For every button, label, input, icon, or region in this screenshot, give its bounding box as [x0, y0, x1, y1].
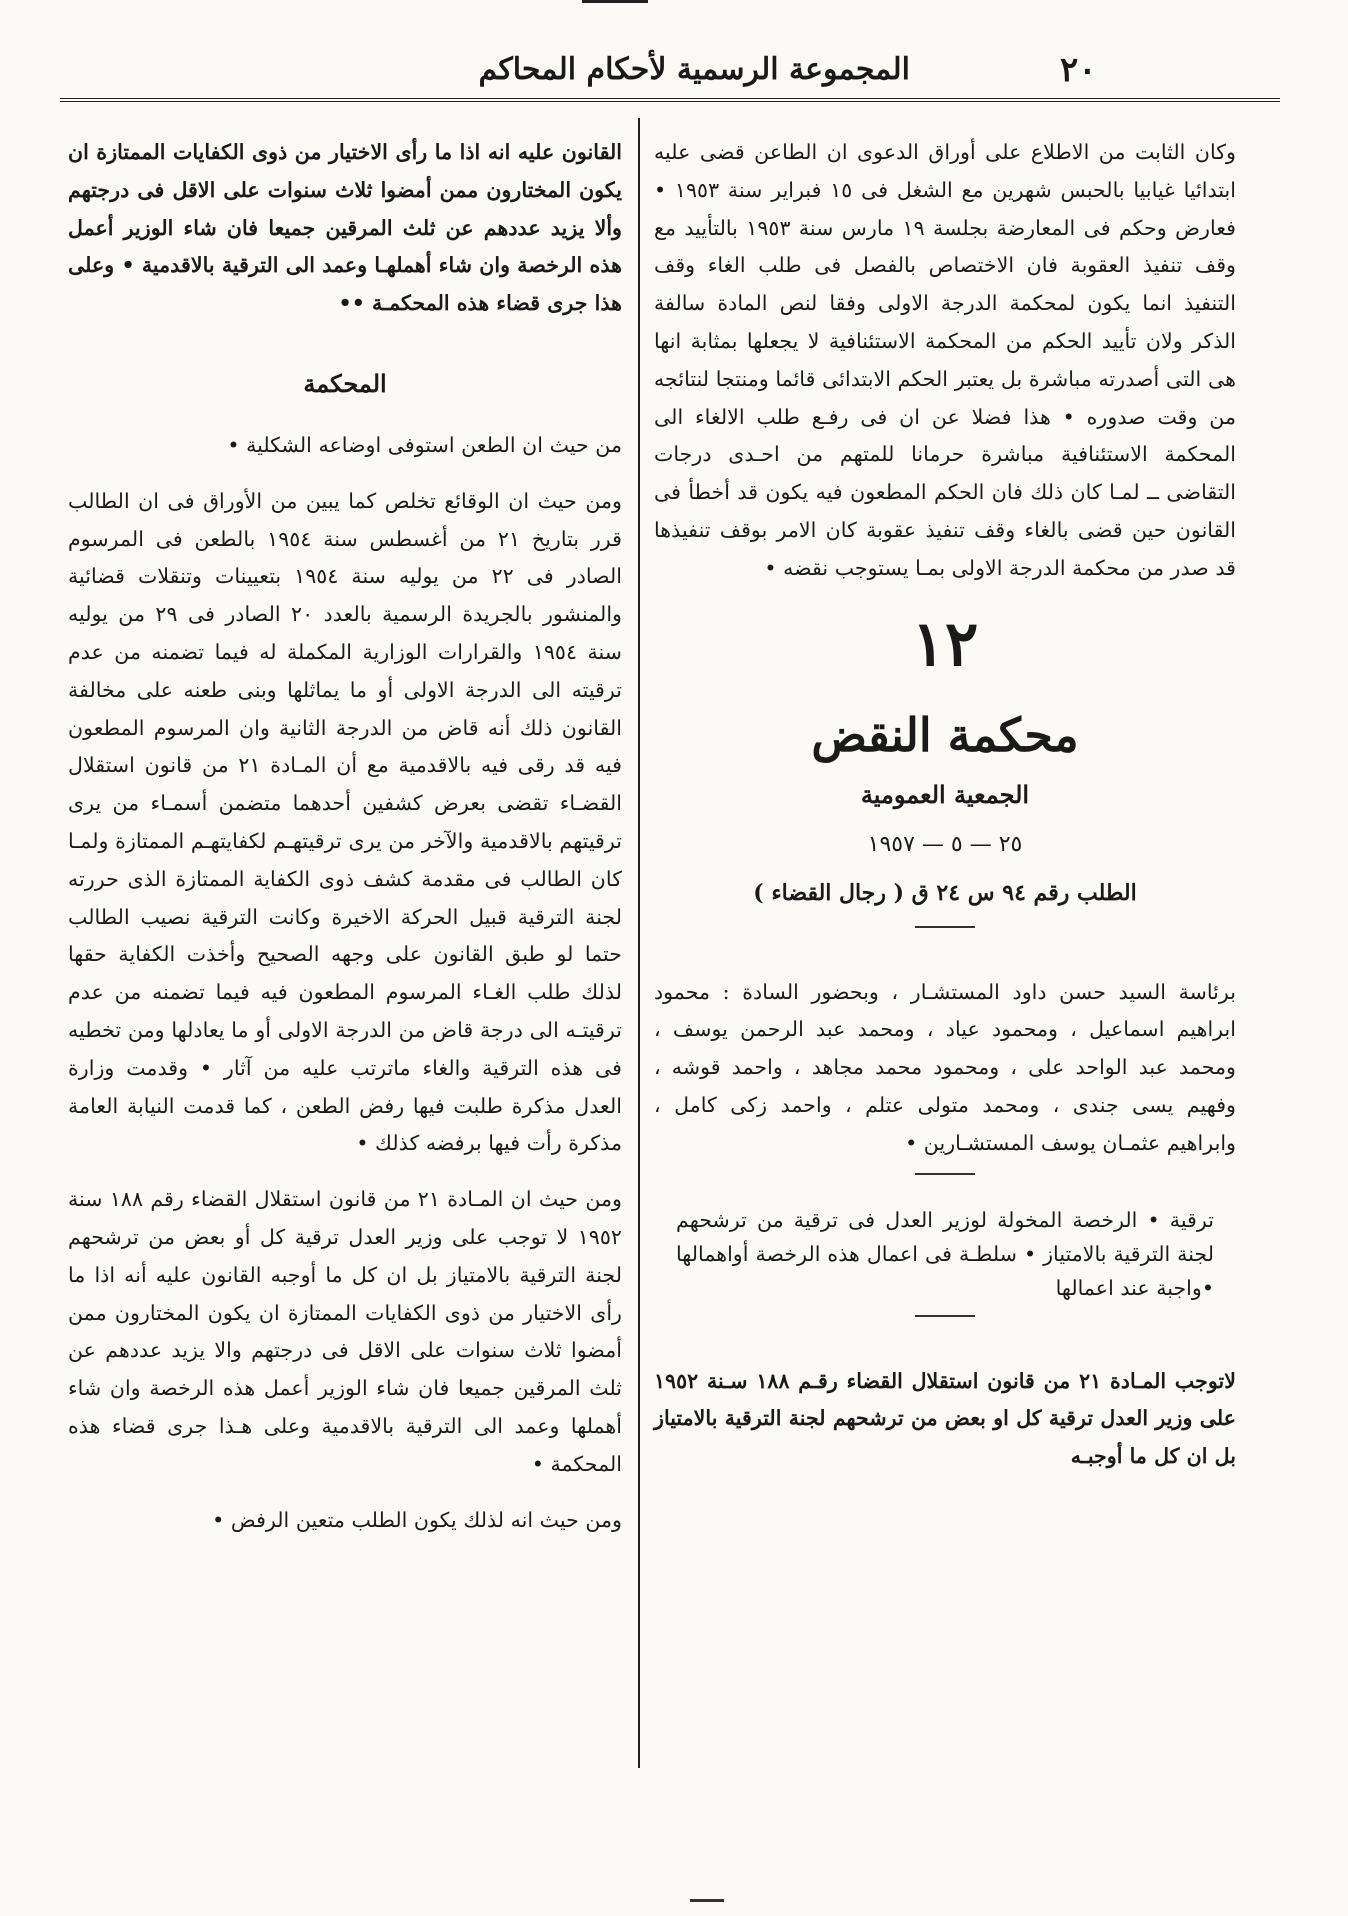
short-rule — [915, 926, 975, 928]
header-rule — [60, 98, 1280, 102]
paragraph-ruling: ومن حيث انه لذلك يكون الطلب متعين الرفض • — [212, 1507, 622, 1532]
previous-case-text: وكان الثابت من الاطلاع على أوراق الدعوى ان الطاعن قضى عليه ابتدائيا غيابيا بالحبس شهرين مع الشغل فى ١٥ فبراير سنة ١٩٥٣ • فعارض وحكم فى المعارضة بجلسة ١٩ مارس سنة ١٩٥٣ بالتأييد مع وقف تنفيذ العقوبة فان الاختصاص بالفصل فى طلب الغاء وقف التنفيذ انما يكون لمحكمة الدرجة الاولى وفقا لنص المادة سالفة الذكر ولان تأييد الحكم من المحكمة الاستئنافية لا يجعلها بمثابة انها هى التى أصدرته مباشرة بل يعتبر الحكم الابتدائى قائما ومنتجا لنتائجه من وقت صدوره • هذا فضلا عن ان فى رفـع طلب الالغاء الى المحكمة الاستئنافية مباشرة حرمانا للمتهم من احـدى درجات التقاضى ــ لمـا كان ذلك فان الحكم المطعون فيه يكون قد أخطأ فى القانون حين قضى بالغاء وقف تنفيذ عقوبة كان الامر بوقف تنفيذها قد صدر من محكمة الدرجة الاولى بمـا يستوجب نقضه • — [654, 140, 1237, 580]
page-header — [60, 48, 1290, 100]
left-column — [68, 134, 622, 1539]
session-name: الجمعية العمومية — [860, 779, 1030, 809]
paragraph-form: من حيث ان الطعن استوفى اوضاعه الشكلية • — [227, 432, 622, 457]
paragraph-reasoning: ومن حيث ان المـادة ٢١ من قانون استقلال القضاء رقم ١٨٨ سنة ١٩٥٢ لا توجب على وزير العدل ترقية كل أو بعض من ترشحهم لجنة الترقية بالامتياز بل ان كل ما أوجبه القانون عليه أنه اذا ما رأى الاختيار من ذوى الكفايات الممتازة ان يكون المختارون ممن أمضوا ثلاث سنوات على الاقل فى درجتهم والا يزيد عددهم عن ثلث المرقين جميعا فان شاء الوزير أعمل هذه الرخصة وان شاء أهملها وعمد الى الترقية بالاقدمية وعلى هـذا جرى قضاء هذه المحكمة • — [68, 1187, 622, 1476]
section-heading: المحكمة — [303, 368, 387, 398]
column-divider — [638, 118, 640, 1768]
page-title: المجموعة الرسمية لأحكام المحاكم — [478, 52, 910, 87]
case-date: ٢٥ — ٥ — ١٩٥٧ — [867, 831, 1023, 857]
request-number: الطلب رقم ٩٤ س ٢٤ ق ( رجال القضاء ) — [753, 879, 1137, 906]
case-summary: ترقية • الرخصة المخولة لوزير العدل فى ترقية من ترشحهم لجنة الترقية بالامتياز • سلطـة فى اعمال هذه الرخصة أواهمالها •واجبة عند اعمالها — [676, 1207, 1214, 1300]
principle-continuation: القانون عليه انه اذا ما رأى الاختيار من ذوى الكفايات الممتازة ان يكون المختارون ممن أمضوا ثلاث سنوات على الاقل فى درجتهم وألا يزيد عددهم عن ثلث المرقين جميعا فان شاء الوزير أعمل هذه الرخصة وان شاء أهملهـا وعمد الى الترقية بالاقدمية • وعلى هذا جرى قضاء هذه المحكمـة •• — [68, 140, 622, 316]
page-number: ٢٠ — [1060, 50, 1097, 90]
case-number: ١٢ — [911, 606, 979, 680]
right-column — [654, 134, 1236, 1476]
top-edge-mark — [582, 0, 648, 3]
paragraph-facts: ومن حيث ان الوقائع تخلص كما يبين من الأوراق فى ان الطالب قرر بتاريخ ٢١ من أغسطس سنة ١٩٥٤ بالطعن فى المرسوم الصادر فى ٢٢ من يوليه سنة ١٩٥٤ بتعيينات وتنقلات قضائية والمنشور بالجريدة الرسمية بالعدد ٢٠ الصادر فى ٢٩ من يوليه سنة ١٩٥٤ والقرارات الوزارية المكملة له فيما تضمنه من عدم ترقيته الى الدرجة الاولى أو ما يماثلها وبنى طعنه على مخالفة القانون ذلك أنه قاض من الدرجة الثانية وان المرسوم المطعون فيه قد رقى فيه بالاقدمية مع أن المـادة ٢١ من قانون استقلال القضـاء تقضى بعرض كشفين أحدهما متضمن أسمـاء من يرى ترقيتهم بالاقدمية والآخر من يرى ترقيتهـم لكفايتهـم الممتازة ولمـا كان الطالب فى مقدمة كشف ذوى الكفاية الممتازة الذى حررته لجنة الترقية قبيل الحركة الاخيرة وكانت الترقية نصيب الطالب حتما لو طبق القانون على وجهه الصحيح وأخذت الكفاية حقها لذلك طلب الغـاء المرسوم المطعون فيه فيما تضمنه من عدم ترقيتـه الى درجة قاض من الدرجة الاولى أو ما يعادلها ومن تخطيه فى هذه الترقية والغاء ماترتب عليه من آثار • وقدمت وزارة العدل مذكرة طلبت فيها رفض الطعن ، كما قدمت النيابة العامة مذكرة رأت فيها برفضه كذلك • — [68, 488, 623, 1156]
court-name: محكمة النقض — [811, 707, 1079, 762]
bottom-edge-mark — [690, 1899, 724, 1902]
panel-composition: برئاسة السيد حسن داود المستشـار ، وبحضور السادة : محمود ابراهيم اسماعيل ، ومحمود عياد ، ومحمد عبد الرحمن يوسف ، ومحمد عبد الواحد على ، ومحمود محمد مجاهد ، واحمد قوشه ، وفهيم يسى جندى ، ومحمد متولى عتلم ، واحمد زكى كامل ، وابراهيم عثمـان يوسف المستشـارين • — [654, 979, 1236, 1155]
short-rule — [915, 1315, 975, 1317]
legal-principle: لاتوجب المـادة ٢١ من قانون استقلال القضاء رقـم ١٨٨ سـنة ١٩٥٢ على وزير العدل ترقية كل او بعض من ترشحهم لجنة الترقية بالامتياز بل ان كل ما أوجبـه — [654, 1368, 1236, 1469]
short-rule — [915, 1173, 975, 1175]
